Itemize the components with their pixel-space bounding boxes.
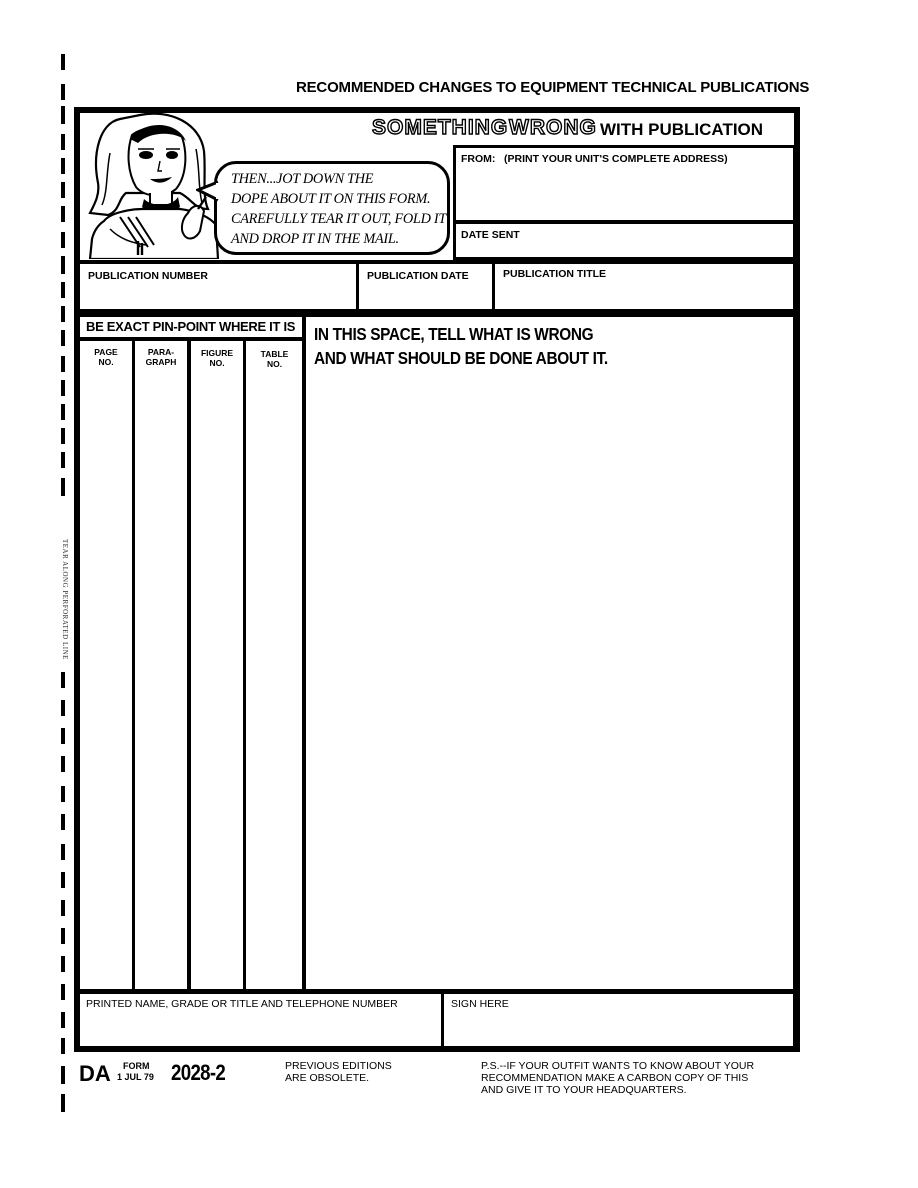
bubble-line: DOPE ABOUT IT ON THIS FORM. — [231, 191, 431, 207]
cut-mark — [61, 672, 65, 688]
cut-mark — [61, 786, 65, 802]
paragraph-header-line1: PARA- — [147, 347, 175, 357]
cut-mark — [61, 956, 65, 972]
cut-mark — [61, 872, 65, 888]
from-label: FROM: — [461, 153, 496, 165]
previous-line1: PREVIOUS EDITIONS — [285, 1060, 392, 1072]
cut-mark — [61, 1094, 65, 1112]
cut-mark — [61, 256, 65, 274]
table-no-header — [246, 349, 303, 369]
sign-here-label: SIGN HERE — [451, 998, 509, 1010]
cut-mark — [61, 182, 65, 198]
page-no-header-line2: NO. — [98, 357, 114, 367]
bubble-line: AND DROP IT IN THE MAIL. — [231, 231, 399, 247]
previous-line2: ARE OBSOLETE. — [285, 1072, 370, 1084]
cut-mark — [61, 356, 65, 372]
figure-no-header-line2: NO. — [209, 358, 225, 368]
cut-mark — [61, 232, 65, 248]
form-word: FORM — [123, 1061, 150, 1071]
bubble-line: THEN...JOT DOWN THE — [231, 171, 374, 187]
banner-wrong: WRONG — [509, 116, 597, 139]
table-no-column[interactable] — [243, 338, 306, 992]
cut-mark — [61, 330, 65, 346]
publication-title-field[interactable] — [492, 260, 796, 312]
cut-mark — [61, 306, 65, 322]
cut-mark — [61, 844, 65, 860]
ps-line1: P.S.--IF YOUR OUTFIT WANTS TO KNOW ABOUT YOUR — [481, 1060, 755, 1072]
cut-mark — [61, 158, 65, 174]
publication-number-field[interactable] — [77, 260, 359, 312]
date-sent-field[interactable] — [453, 221, 796, 260]
signature-field[interactable] — [441, 989, 796, 1049]
ps-line3: AND GIVE IT TO YOUR HEADQUARTERS. — [481, 1084, 687, 1096]
figure-no-header — [191, 348, 243, 368]
cut-mark — [61, 106, 65, 124]
ps-note — [481, 1060, 754, 1096]
previous-editions-note — [285, 1060, 392, 1084]
instructions-line1: IN THIS SPACE, TELL WHAT IS WRONG — [314, 324, 594, 344]
cut-mark — [61, 206, 65, 222]
page-no-header — [80, 347, 132, 367]
form-date: 1 JUL 79 — [117, 1072, 154, 1082]
cut-mark — [61, 756, 65, 772]
form-da: DA — [79, 1061, 111, 1086]
cut-mark — [61, 452, 65, 468]
ps-line2: RECOMMENDATION MAKE A CARBON COPY OF THIS — [481, 1072, 749, 1084]
figure-no-column[interactable] — [188, 338, 246, 992]
cut-mark — [61, 84, 65, 100]
form-header-title: RECOMMENDED CHANGES TO EQUIPMENT TECHNICAL PUBLICATIONS — [296, 79, 810, 96]
printed-name-label: PRINTED NAME, GRADE OR TITLE AND TELEPHONE NUMBER — [86, 998, 398, 1010]
from-hint: (PRINT YOUR UNIT'S COMPLETE ADDRESS) — [504, 153, 728, 165]
cut-mark — [61, 1066, 65, 1084]
cut-mark — [61, 1038, 65, 1054]
instructions-line2: AND WHAT SHOULD BE DONE ABOUT IT. — [314, 348, 608, 368]
table-no-header-line1: TABLE — [260, 349, 289, 359]
page-no-column[interactable] — [77, 338, 135, 992]
cut-mark — [61, 984, 65, 1000]
speech-bubble-text — [231, 169, 446, 249]
cut-mark — [61, 404, 65, 420]
cut-mark — [61, 54, 65, 70]
cut-mark — [61, 478, 65, 496]
paragraph-header — [135, 347, 187, 367]
cut-mark — [61, 1012, 65, 1028]
cut-mark — [61, 900, 65, 916]
speech-bubble — [214, 161, 450, 255]
table-no-header-line2: NO. — [266, 359, 283, 369]
cut-mark — [61, 380, 65, 396]
cut-mark — [61, 428, 65, 444]
printed-name-field[interactable] — [77, 989, 445, 1049]
cut-mark — [61, 814, 65, 830]
cut-mark — [61, 134, 65, 150]
publication-title-label: PUBLICATION TITLE — [503, 268, 607, 280]
cut-mark — [61, 728, 65, 744]
comment-instructions — [314, 322, 608, 370]
page-no-header-line1: PAGE — [94, 347, 118, 357]
banner-with-publication: WITH PUBLICATION — [600, 120, 764, 139]
cut-mark — [61, 700, 65, 716]
paragraph-header-line2: GRAPH — [145, 357, 177, 367]
cut-mark — [61, 282, 65, 298]
banner-something: SOMETHING — [372, 116, 509, 139]
form-number: 2028-2 — [171, 1060, 226, 1085]
paragraph-column[interactable] — [132, 338, 190, 992]
cut-mark — [61, 928, 65, 944]
tear-line-label: TEAR ALONG PERFORATED LINE — [61, 539, 69, 660]
publication-date-field[interactable] — [356, 260, 495, 312]
figure-no-header-line1: FIGURE — [200, 348, 234, 358]
pinpoint-heading: BE EXACT PIN-POINT WHERE IT IS — [86, 319, 296, 334]
date-sent-label: DATE SENT — [461, 229, 520, 241]
speech-bubble-tail — [196, 178, 220, 204]
from-address-field[interactable] — [453, 145, 796, 223]
publication-date-label: PUBLICATION DATE — [367, 270, 469, 282]
bubble-line: CAREFULLY TEAR IT OUT, FOLD IT — [231, 211, 446, 227]
publication-number-label: PUBLICATION NUMBER — [88, 270, 208, 282]
comment-area[interactable] — [306, 318, 793, 990]
